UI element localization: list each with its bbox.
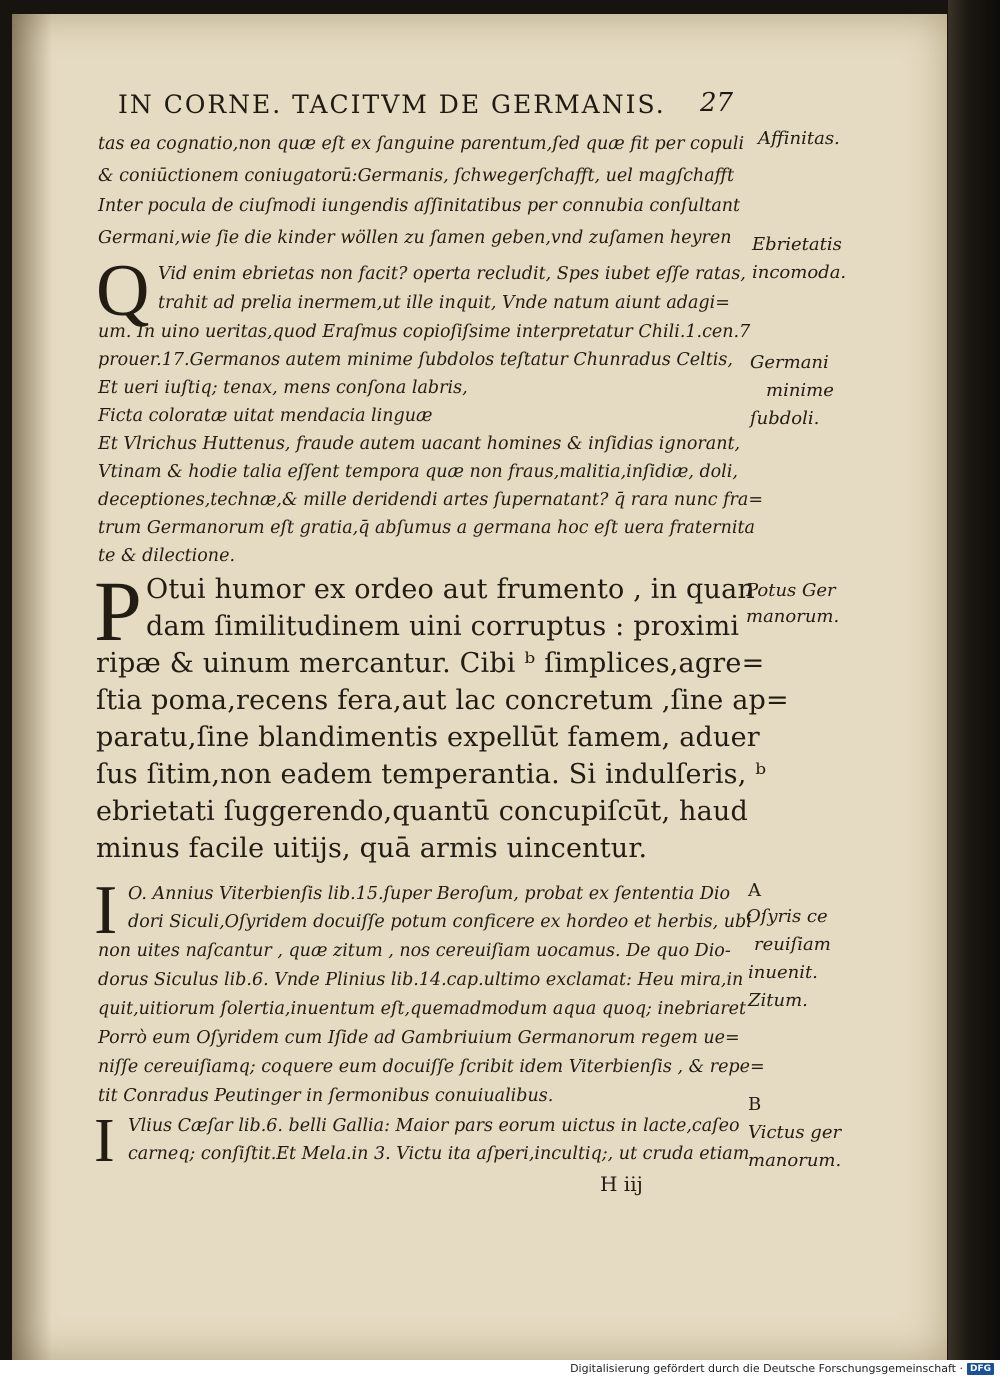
text-line: prouer.17.Germanos autem minime ſubdolos teſtatur Chunradus Celtis,: [98, 350, 733, 370]
marginal-note: Affinitas.: [758, 128, 840, 149]
text-line: O. Annius Viterbienſis lib.15.ſuper Beroſum, probat ex ſententia Dio: [128, 884, 731, 904]
marginal-note: incomoda.: [752, 262, 847, 283]
marginal-note: B: [748, 1094, 762, 1115]
marginal-note: Oſyris ce: [746, 906, 828, 927]
text-line: Ficta coloratæ uitat mendacia linguæ: [98, 406, 433, 426]
text-line: tas ea cognatio,non quæ eſt ex ſanguine parentum,ſed quæ fit per copuli: [98, 134, 745, 154]
drop-cap: I: [94, 1107, 115, 1175]
marginal-note: inuenit.: [748, 962, 818, 983]
text-line: quit,uitiorum ſolertia,inuentum eſt,quemadmodum aqua quoq; inebriaret: [98, 999, 747, 1019]
text-line: Vid enim ebrietas non facit? operta recludit, Spes iubet eſſe ratas,: [158, 264, 746, 284]
drop-cap: I: [94, 872, 118, 949]
text-line: Vtinam & hodie talia eſſent tempora quæ non fraus,malitia,inſidiæ, doli,: [98, 462, 738, 482]
text-line: dori Siculi,Oſyridem docuiſſe potum conficere ex hordeo et herbis, ubi: [128, 912, 752, 932]
text-line: tit Conradus Peutinger in ſermonibus conuiualibus.: [98, 1086, 554, 1106]
page-edge: [948, 0, 1000, 1360]
credit-text: Digitalisierung gefördert durch die Deutsche Forschungsgemeinschaft ·: [570, 1362, 963, 1375]
text-line: & coniūctionem coniugatorū:Germanis, ſchwegerſchafft, uel magſchafft: [98, 166, 735, 186]
marginal-note: manorum.: [748, 1150, 842, 1171]
marginal-note: manorum.: [746, 606, 840, 627]
marginal-note: minime: [766, 380, 834, 401]
marginal-note: Potus Ger: [746, 580, 836, 601]
running-title: IN CORNE. TACITVM DE GERMANIS.: [118, 90, 666, 119]
dfg-logo: DFG: [967, 1363, 994, 1375]
text-line: Otui humor ex ordeo aut frumento , in quan: [146, 574, 755, 605]
text-line: dam ſimilitudinem uini corruptus : proximi: [146, 611, 740, 642]
text-line: non uites naſcantur , quæ zitum , nos cereuiſiam uocamus. De quo Dio-: [98, 941, 731, 961]
text-line: paratu,ſine blandimentis expellūt famem, aduer: [96, 722, 760, 753]
text-line: Porrò eum Oſyridem cum Iſide ad Gambriuium Germanorum regem ue=: [98, 1028, 740, 1048]
text-line: trahit ad prelia inermem,ut ille inquit, Vnde natum aiunt adagi=: [158, 293, 730, 313]
page-gutter-shadow: [12, 14, 52, 1360]
signature-mark: H iij: [600, 1172, 643, 1196]
marginal-note: A: [748, 880, 761, 901]
text-line: Et Vlrichus Huttenus, fraude autem uacant homines & inſidias ignorant,: [98, 434, 741, 454]
text-line: minus facile uitijs, quā armis uincentur.: [96, 833, 648, 864]
marginal-note: reuiſiam: [754, 934, 831, 955]
text-line: ſtia poma,recens fera,aut lac concretum ,ſine ap=: [96, 685, 789, 716]
marginal-note: Victus ger: [748, 1122, 842, 1143]
text-line: Vlius Cæſar lib.6. belli Gallia: Maior pars eorum uictus in lacte,caſeo: [128, 1116, 740, 1136]
text-line: um. In uino ueritas,quod Eraſmus copioſiſsime interpretatur Chili.1.cen.7: [98, 322, 751, 342]
text-line: dorus Siculus lib.6. Vnde Plinius lib.14.cap.ultimo exclamat: Heu mira,in: [98, 970, 744, 990]
marginal-note: Ebrietatis: [752, 234, 842, 255]
marginal-note: ſubdoli.: [750, 408, 820, 429]
text-line: te & dilectione.: [98, 546, 236, 566]
text-line: ripæ & uinum mercantur. Cibi ᵇ ſimplices,agre=: [96, 648, 765, 679]
text-line: Inter pocula de ciuſmodi iungendis aſſinitatibus per connubia conſultant: [98, 196, 741, 216]
text-line: Et ueri iuſtiq; tenax, mens conſona labris,: [98, 378, 468, 398]
text-line: ſus ſitim,non eadem temperantia. Si indulſeris, ᵇ: [96, 759, 767, 790]
text-line: trum Germanorum eſt gratia,q̄ abſumus a germana hoc eſt uera fraternita: [98, 518, 755, 538]
digitization-credit: [570, 1362, 994, 1375]
marginal-note: Germani: [750, 352, 829, 373]
text-line: niſſe cereuiſiamq; coquere eum docuiſſe ſcribit idem Viterbienſis , & repe=: [98, 1057, 765, 1077]
text-line: carneq; conſiſtit.Et Mela.in 3. Victu ita aſperi,incultiq;, ut cruda etiam: [128, 1144, 750, 1164]
drop-cap: P: [94, 563, 142, 659]
marginal-note: Zitum.: [748, 990, 808, 1011]
text-line: Germani,wie ſie die kinder wöllen zu ſamen geben,vnd zuſamen heyren: [98, 228, 732, 248]
drop-cap: Q: [96, 250, 150, 332]
text-line: ebrietati ſuggerendo,quantū concupiſcūt, haud: [96, 796, 748, 827]
folio-number: 27: [700, 88, 734, 118]
text-line: deceptiones,technæ,& mille deridendi artes ſupernatant? q̄ rara nunc fra=: [98, 490, 764, 510]
